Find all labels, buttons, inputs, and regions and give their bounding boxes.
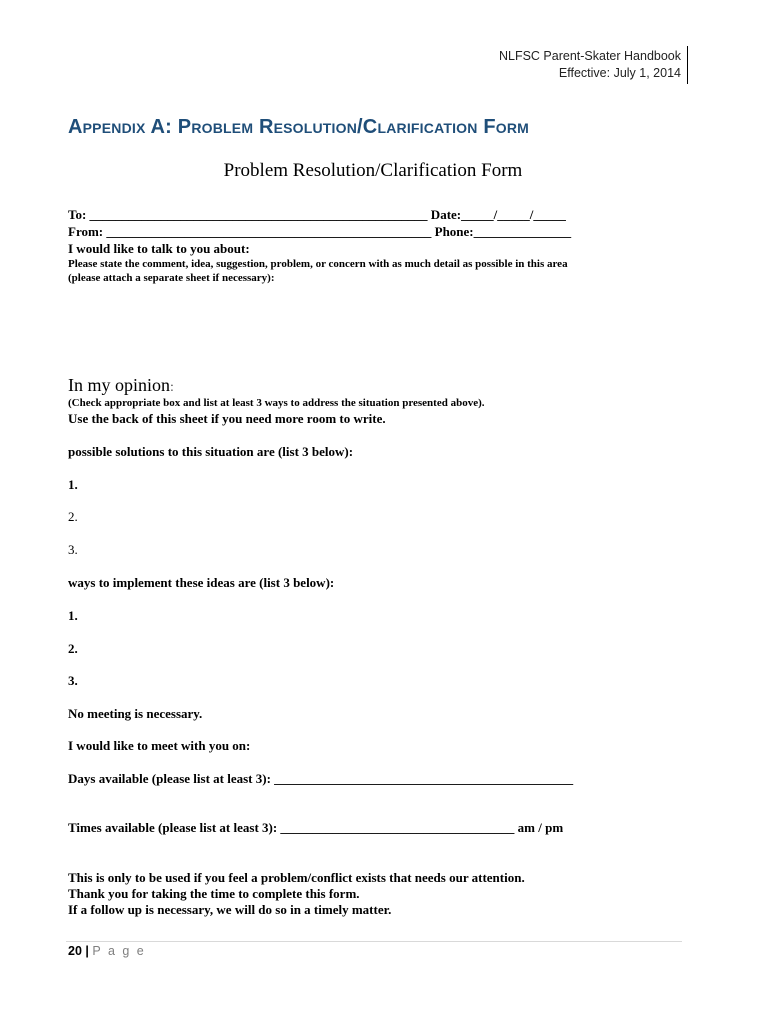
header-title: NLFSC Parent-Skater Handbook (498, 49, 681, 63)
solution-item-1: 1. (68, 477, 78, 492)
page-label: P a g e (92, 944, 146, 958)
detail-instruction: Please state the comment, idea, suggestion, problem, or concern with as much detail as possible in this area (68, 258, 568, 270)
header-effective-date: Effective: July 1, 2014 (558, 66, 681, 80)
closing-line-3: If a follow up is necessary, we will do so in a timely matter. (68, 902, 392, 917)
solution-item-2: 2. (68, 509, 78, 524)
check-instruction: (Check appropriate box and list at least 3 ways to address the situation presented above). (68, 397, 485, 409)
from-phone-field[interactable]: From: __________________________________________________ Phone:_______________ (68, 224, 572, 239)
no-meeting-option[interactable] (68, 706, 202, 722)
implement-item-2: 2. (68, 641, 78, 656)
appendix-title: Appendix A: Problem Resolution/Clarification Form (68, 116, 530, 138)
no-meeting-label: No meeting is necessary. (68, 706, 203, 721)
opinion-heading: In my opinion: (68, 375, 174, 395)
meet-label: I would like to meet with you on: (68, 738, 251, 753)
talk-about-label: I would like to talk to you about: (68, 241, 250, 256)
page-separator: | (85, 944, 89, 958)
back-note: Use the back of this sheet if you need more room to write. (68, 411, 386, 426)
attach-instruction: (please attach a separate sheet if necessary): (68, 272, 275, 284)
implement-option[interactable] (68, 575, 334, 591)
times-available-field[interactable]: Times available (please list at least 3): ____________________________________ am / pm (68, 820, 564, 835)
closing-line-2: Thank you for taking the time to complete this form. (68, 886, 360, 901)
header-divider (687, 46, 688, 84)
implement-item-3: 3. (68, 673, 78, 688)
solutions-label: possible solutions to this situation are (list 3 below): (68, 444, 354, 459)
implement-item-1: 1. (68, 608, 78, 623)
closing-line-1: This is only to be used if you feel a problem/conflict exists that needs our attention. (68, 870, 525, 885)
page-number: 20 (68, 944, 82, 958)
form-title: Problem Resolution/Clarification Form (223, 160, 523, 181)
solutions-option[interactable] (68, 444, 353, 460)
implement-label: ways to implement these ideas are (list 3 below): (68, 575, 335, 590)
page-footer (68, 944, 146, 958)
solution-item-3: 3. (68, 542, 78, 557)
meet-option[interactable] (68, 738, 250, 754)
footer-rule (66, 941, 682, 942)
days-available-field[interactable]: Days available (please list at least 3): ______________________________________________ (68, 771, 574, 786)
to-date-field[interactable]: To: ____________________________________________________ Date:_____/_____/_____ (68, 207, 566, 222)
